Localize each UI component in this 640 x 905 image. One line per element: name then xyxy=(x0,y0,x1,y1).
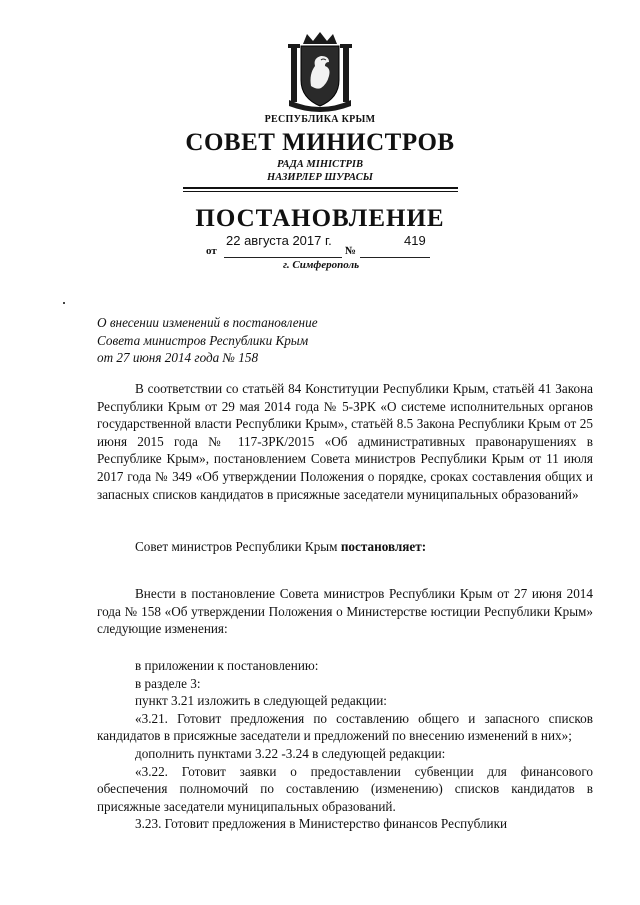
document-number: 419 xyxy=(404,233,426,248)
header-divider-thick xyxy=(183,187,458,189)
title-line: Совета министров Республики Крым xyxy=(97,332,309,348)
list-item: пункт 3.21 изложить в следующей редакции: xyxy=(135,693,387,709)
list-item: «3.21. Готовит предложения по составлению общего и запасного списков кандидатов в присяжные заседатели и предложений по внесению изменений в них»; xyxy=(97,710,593,744)
title-line: О внесении изменений в постановление xyxy=(97,315,318,330)
council-name-ukrainian: РАДА МІНІСТРІВ xyxy=(276,159,364,170)
coat-of-arms-emblem xyxy=(285,30,355,112)
list-item: 3.23. Готовит предложения в Министерство финансов Республики xyxy=(135,816,508,832)
amendment-paragraph: Внести в постановление Совета министров Республики Крым от 27 июня 2014 года № 158 «Об утверждении Положения о Министерстве юстиции Республики Крым» следующие изменения: xyxy=(97,586,593,637)
title-line: от 27 июня 2014 года № 158 xyxy=(97,350,259,365)
city: г. Симферополь xyxy=(283,259,360,271)
amendment-list xyxy=(97,657,593,833)
number-underline xyxy=(360,257,430,258)
date-underline xyxy=(224,257,342,258)
preamble-paragraph: В соответствии со статьёй 84 Конституции Республики Крым, статьёй 41 Закона Республики Крым от 29 мая 2014 года № 5-ЗРК «О системе исполнительных органов государственной власти Республики Крым», статьёй 8.5 Закона Республики Крым от 25 июня 2015 года № 117-ЗРК/2015 «Об административных правонарушениях в Республике Крым», постановлением Совета министров Республики Крым от 11 июля 2017 года № 349 «Об утверждении Положения о порядке, сроках составления общих и запасных списков кандидатов в присяжные заседатели муниципальных образований» xyxy=(97,381,593,502)
header-divider-thin xyxy=(183,191,458,192)
list-item: в приложении к постановлению: xyxy=(135,658,319,673)
number-label: № xyxy=(345,245,357,257)
list-item: в разделе 3: xyxy=(135,675,201,691)
list-item: «3.22. Готовит заявки о предоставлении субвенции для финансового обеспечения полномочий по составлению (изменению) списков кандидатов в присяжные заседатели муниципальных образований. xyxy=(97,763,593,814)
document-date: 22 августа 2017 г. xyxy=(226,233,332,248)
document-title xyxy=(97,314,318,367)
council-name-crimean-tatar: НАЗИРЛЕР ШУРАСЫ xyxy=(267,172,373,183)
scan-speck xyxy=(63,302,65,304)
list-item: дополнить пунктами 3.22 -3.24 в следующей редакции: xyxy=(135,745,446,761)
council-name: СОВЕТ МИНИСТРОВ xyxy=(185,129,455,156)
republic-name: РЕСПУБЛИКА КРЫМ xyxy=(264,114,376,125)
resolution-clause: Совет министров Республики Крым постановляет: xyxy=(135,539,427,554)
document-type: ПОСТАНОВЛЕНИЕ xyxy=(195,205,445,232)
date-label: от xyxy=(206,245,217,257)
